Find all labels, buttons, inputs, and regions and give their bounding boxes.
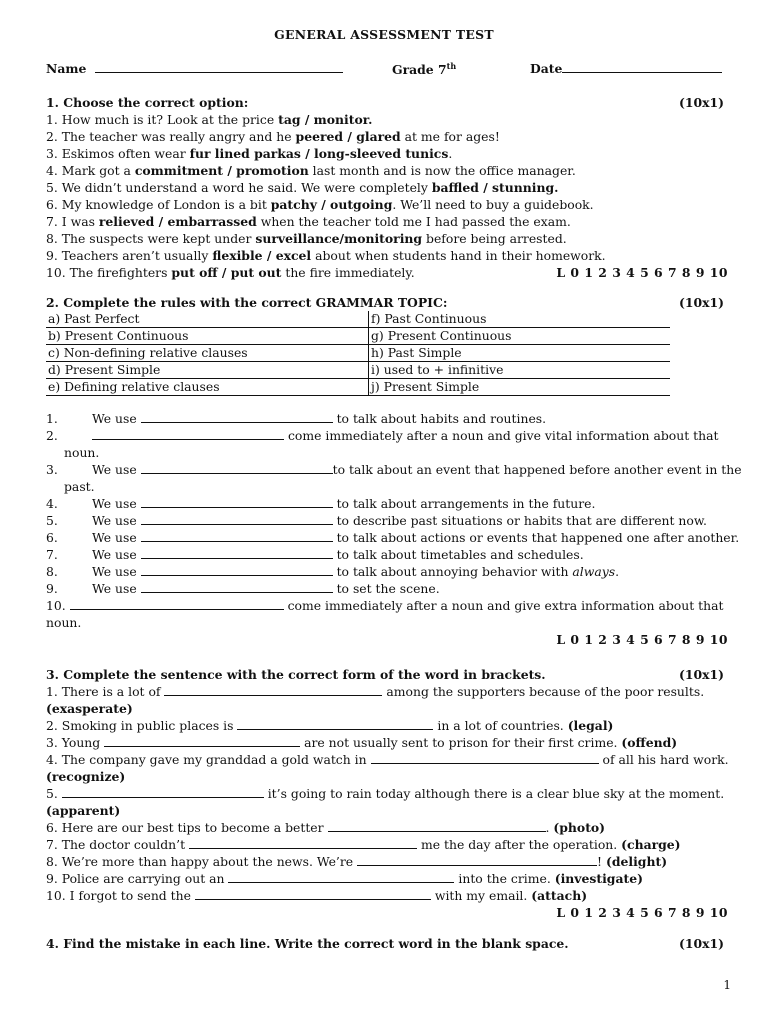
s3-q5: 5. it’s going to rain today although there is a clear blue sky at the moment. [46, 786, 725, 801]
option-b: b) Present Continuous [46, 328, 369, 345]
s3-q9: 9. Police are carrying out an into the crime. (investigate) [46, 871, 643, 886]
s1-item-8: 8. The suspects were kept under surveillance/monitoring before being arrested. [46, 231, 567, 246]
section-4-heading [46, 935, 724, 952]
s1-item-7: 7. I was relieved / embarrassed when the teacher told me I had passed the exam. [46, 214, 571, 229]
s1-item-10: 10. The firefighters put off / put out the fire immediately. L 0 1 2 3 4 5 6 7 8 9 10 [46, 265, 728, 280]
s1-item-3: 3. Eskimos often wear fur lined parkas / long-sleeved tunics. [46, 146, 453, 161]
section-3 [46, 666, 729, 921]
answer-blank[interactable] [141, 580, 333, 593]
s3-q2: 2. Smoking in public places is in a lot of countries. (legal) [46, 718, 614, 733]
section-3-heading [46, 666, 724, 683]
section-3-marks: (10x1) [679, 667, 724, 682]
section-2-marks: (10x1) [679, 295, 724, 310]
date-blank [562, 61, 722, 73]
option-i: i) used to + infinitive [369, 362, 671, 379]
s3-q3: 3. Young are not usually sent to prison for their first crime. (offend) [46, 735, 678, 750]
section-4 [46, 935, 724, 952]
grade-superscript: th [446, 61, 457, 71]
section-3-title: 3. Complete the sentence with the correct form of the word in brackets. [46, 667, 546, 682]
s3-q6: 6. Here are our best tips to become a better . (photo) [46, 820, 606, 835]
s2-rule-5: 5. We use to describe past situations or habits that are different now. [46, 513, 707, 528]
s3-q4-word: (recognize) [46, 769, 126, 784]
s1-item-2: 2. The teacher was really angry and he peered / glared at me for ages! [46, 129, 500, 144]
date-field [530, 61, 722, 76]
answer-blank[interactable] [141, 563, 333, 576]
answer-blank[interactable] [141, 410, 333, 423]
s1-item-4: 4. Mark got a commitment / promotion last month and is now the office manager. [46, 163, 576, 178]
answer-blank[interactable] [195, 887, 431, 900]
s2-rule-8: 8. We use to talk about annoying behavior with always. [46, 564, 620, 579]
answer-blank[interactable] [141, 461, 333, 474]
s1-item-6: 6. My knowledge of London is a bit patchy / outgoing. We’ll need to buy a guidebook. [46, 197, 594, 212]
s2-rule-3: 3. We use to talk about an event that happened before another event in the [46, 462, 742, 477]
s1-item-9: 9. Teachers aren’t usually flexible / excel about when students hand in their homework. [46, 248, 606, 263]
s2-rule-10: 10. come immediately after a noun and give extra information about that [46, 598, 724, 613]
name-blank [95, 61, 343, 73]
answer-blank[interactable] [92, 427, 284, 440]
option-g: g) Present Continuous [369, 328, 671, 345]
page-number: 1 [723, 978, 731, 992]
section-2-heading [46, 294, 724, 311]
section-1-score: L 0 1 2 3 4 5 6 7 8 9 10 [556, 265, 728, 280]
s1-item-5: 5. We didn’t understand a word he said. We were completely baffled / stunning. [46, 180, 559, 195]
s3-q1: 1. There is a lot of among the supporters because of the poor results. [46, 684, 705, 699]
name-field [46, 61, 343, 76]
s3-q4: 4. The company gave my granddad a gold watch in of all his hard work. [46, 752, 729, 767]
option-j: j) Present Simple [369, 379, 671, 396]
s2-rule-3-cont: past. [64, 479, 95, 494]
answer-blank[interactable] [104, 734, 300, 747]
answer-blank[interactable] [371, 751, 599, 764]
section-4-title: 4. Find the mistake in each line. Write the correct word in the blank space. [46, 936, 569, 951]
answer-blank[interactable] [70, 597, 284, 610]
s2-rule-6: 6. We use to talk about actions or events that happened one after another. [46, 530, 740, 545]
table-row [46, 362, 670, 379]
answer-blank[interactable] [328, 819, 546, 832]
option-a: a) Past Perfect [46, 311, 369, 328]
section-1-title: 1. Choose the correct option: [46, 95, 249, 110]
s2-rule-2-cont: noun. [64, 445, 100, 460]
option-e: e) Defining relative clauses [46, 379, 369, 396]
answer-blank[interactable] [141, 529, 333, 542]
date-label: Date [530, 61, 563, 76]
table-row [46, 345, 670, 362]
s2-rule-7: 7. We use to talk about timetables and schedules. [46, 547, 584, 562]
answer-blank[interactable] [141, 495, 333, 508]
answer-blank[interactable] [228, 870, 454, 883]
table-row [46, 379, 670, 396]
answer-blank[interactable] [141, 546, 333, 559]
option-d: d) Present Simple [46, 362, 369, 379]
s2-rule-2: 2. come immediately after a noun and give vital information about that [46, 428, 719, 443]
s3-q8: 8. We’re more than happy about the news. We’re ! (delight) [46, 854, 668, 869]
section-1-heading [46, 94, 724, 111]
s2-rule-10-cont: noun. [46, 615, 82, 630]
s2-rule-9: 9. We use to set the scene. [46, 581, 440, 596]
section-3-score: L 0 1 2 3 4 5 6 7 8 9 10 [556, 905, 728, 920]
s2-rule-1: 1. We use to talk about habits and routines. [46, 411, 547, 426]
grade-label: Grade 7 [392, 62, 447, 78]
option-h: h) Past Simple [369, 345, 671, 362]
s2-rule-4: 4. We use to talk about arrangements in the future. [46, 496, 596, 511]
section-2-score: L 0 1 2 3 4 5 6 7 8 9 10 [556, 632, 728, 647]
section-4-marks: (10x1) [679, 936, 724, 951]
section-1 [46, 94, 728, 281]
table-row [46, 311, 670, 328]
section-2-title: 2. Complete the rules with the correct GRAMMAR TOPIC: [46, 295, 448, 310]
s3-q7: 7. The doctor couldn’t me the day after the operation. (charge) [46, 837, 681, 852]
s3-q10: 10. I forgot to send the with my email. (attach) [46, 888, 588, 903]
answer-blank[interactable] [141, 512, 333, 525]
answer-blank[interactable] [357, 853, 597, 866]
answer-blank[interactable] [62, 785, 264, 798]
s3-q1-word: (exasperate) [46, 701, 133, 716]
grade-field [392, 61, 456, 77]
section-1-marks: (10x1) [679, 95, 724, 110]
answer-blank[interactable] [237, 717, 433, 730]
option-f: f) Past Continuous [369, 311, 671, 328]
grammar-options-table [46, 311, 670, 396]
table-row [46, 328, 670, 345]
name-label: Name [46, 61, 87, 76]
s3-q5-word: (apparent) [46, 803, 121, 818]
answer-blank[interactable] [164, 683, 382, 696]
answer-blank[interactable] [189, 836, 417, 849]
section-2 [46, 294, 742, 648]
page-title: GENERAL ASSESSMENT TEST [274, 27, 494, 42]
option-c: c) Non-defining relative clauses [46, 345, 369, 362]
s1-item-1: 1. How much is it? Look at the price tag / monitor. [46, 112, 373, 127]
